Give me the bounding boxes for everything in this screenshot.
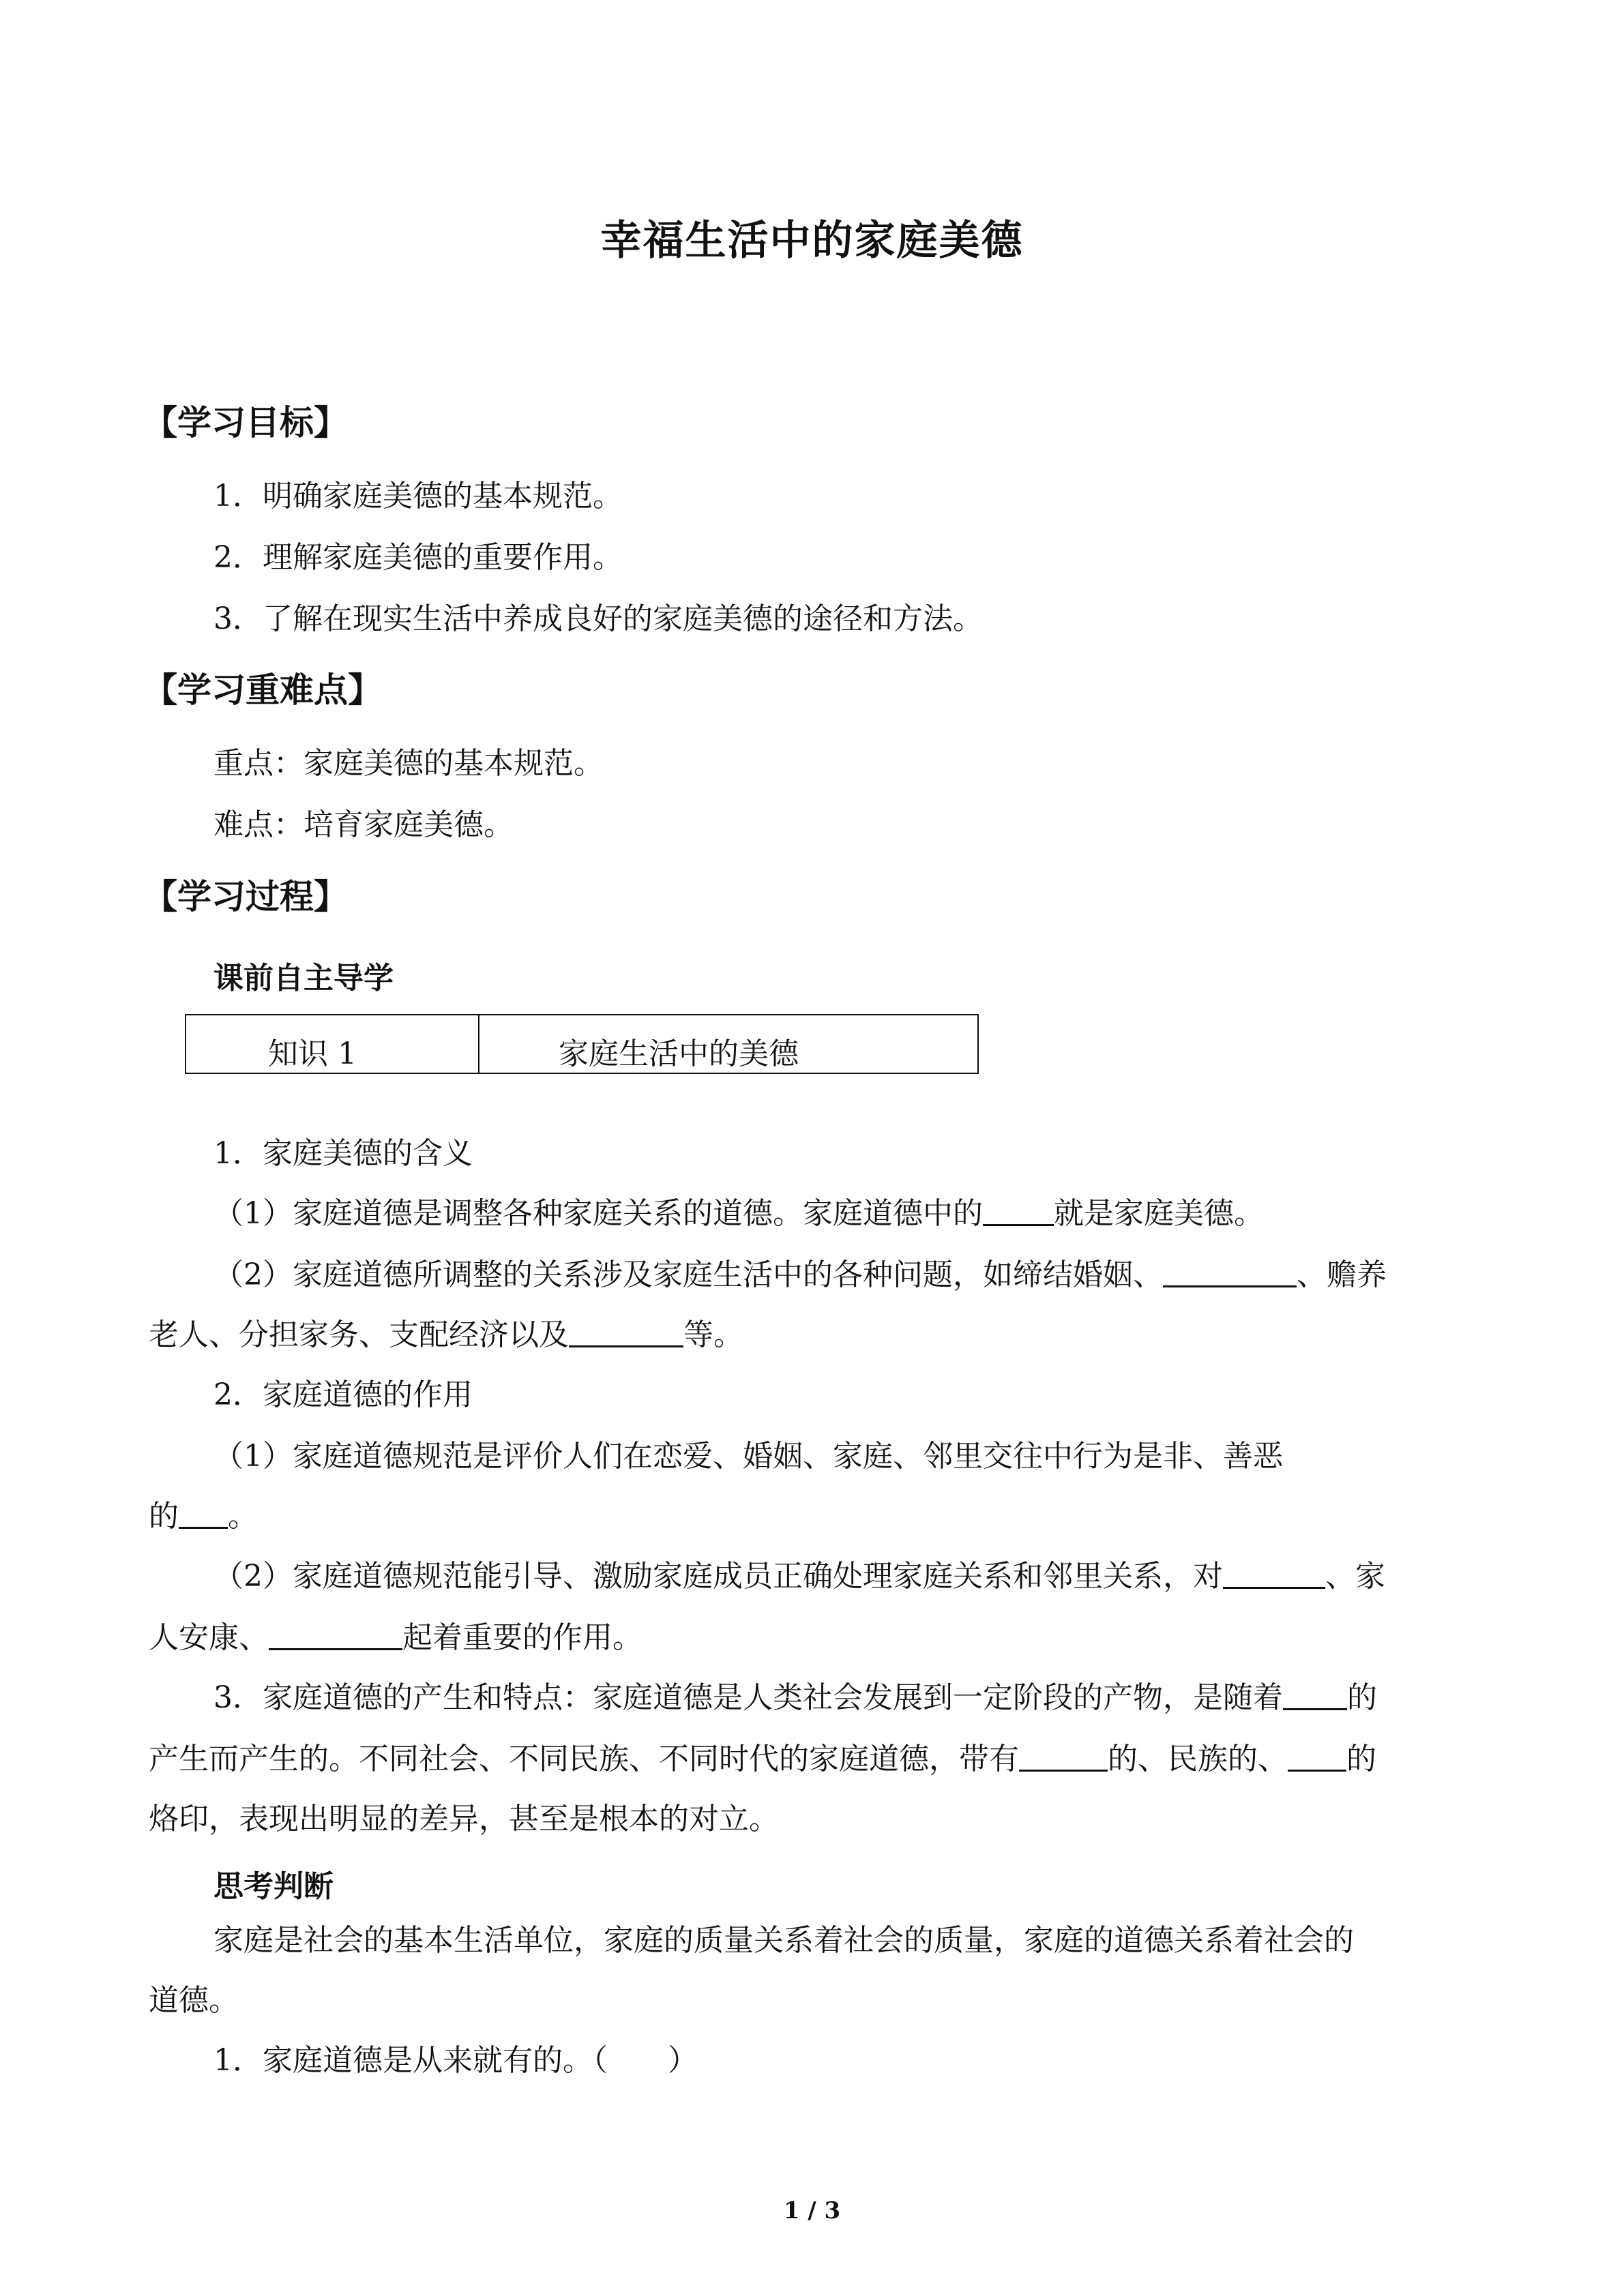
think-label: 思考判断: [213, 1869, 334, 1904]
objective-item-1: 1．明确家庭美德的基本规范。: [213, 479, 623, 513]
fill-blank[interactable]: [1288, 1742, 1346, 1772]
section-2-para-2-line-2: [149, 1619, 643, 1657]
section-1-para-2-line-2: [149, 1316, 743, 1354]
text: 的、民族的、: [1108, 1742, 1288, 1776]
section-3-line-3: 烙印，表现出明显的差异，甚至是根本的对立。: [149, 1802, 779, 1836]
page-title: 幸福生活中的家庭美德: [600, 217, 1024, 265]
section-1-para-2-line-1: [213, 1256, 1387, 1294]
page-number: 1 / 3: [783, 2197, 841, 2224]
fill-blank[interactable]: [569, 1318, 683, 1347]
text: 人安康、: [149, 1620, 269, 1655]
fill-blank[interactable]: [1223, 1560, 1325, 1589]
table-cell-knowledge: 知识 1: [268, 1037, 357, 1071]
text: 就是家庭美德。: [1054, 1196, 1264, 1231]
keypoints-heading: 【学习重难点】: [143, 670, 382, 710]
text: （1）家庭道德是调整各种家庭关系的道德。家庭道德中的: [213, 1196, 983, 1231]
text: 老人、分担家务、支配经济以及: [149, 1317, 569, 1352]
process-heading: 【学习过程】: [143, 877, 348, 916]
fill-blank[interactable]: [179, 1500, 228, 1529]
text: 起着重要的作用。: [402, 1620, 643, 1655]
text: 产生而产生的。不同社会、不同民族、不同时代的家庭道德，带有: [149, 1742, 1019, 1776]
objective-item-2: 2．理解家庭美德的重要作用。: [213, 540, 623, 575]
preview-label: 课前自主导学: [213, 961, 394, 996]
text: 、赡养: [1297, 1257, 1387, 1292]
fill-blank[interactable]: [269, 1621, 402, 1650]
difficulty-point: 难点：培育家庭美德。: [213, 807, 514, 842]
text: 的: [1347, 1680, 1377, 1715]
focus-point: 重点：家庭美德的基本规范。: [213, 746, 604, 781]
section-2-para-2-line-1: [213, 1557, 1385, 1596]
objectives-heading: 【学习目标】: [143, 403, 348, 443]
fill-blank[interactable]: [1283, 1681, 1347, 1710]
text: 的: [149, 1499, 179, 1534]
think-para-line-2: 道德。: [149, 1983, 239, 2018]
judge-question-1: 1．家庭道德是从来就有的。（ ）: [213, 2043, 698, 2078]
section-1-para-1: [213, 1195, 1264, 1233]
fill-blank[interactable]: [983, 1197, 1054, 1226]
text: 等。: [683, 1317, 743, 1352]
fill-blank[interactable]: [1019, 1742, 1108, 1772]
section-2-para-1-line-2: [149, 1497, 258, 1536]
text: 3．家庭道德的产生和特点：家庭道德是人类社会发展到一定阶段的产物，是随着: [213, 1680, 1283, 1715]
text: 。: [228, 1499, 258, 1534]
section-3-line-2: [149, 1740, 1376, 1778]
table-cell-topic: 家庭生活中的美德: [559, 1037, 799, 1071]
text: 、家: [1325, 1559, 1385, 1594]
section-2-title: 2．家庭道德的作用: [213, 1377, 473, 1412]
objective-item-3: 3．了解在现实生活中养成良好的家庭美德的途径和方法。: [213, 601, 983, 636]
fill-blank[interactable]: [1163, 1258, 1297, 1287]
section-3-line-1: [213, 1679, 1377, 1717]
section-1-title: 1．家庭美德的含义: [213, 1136, 473, 1171]
knowledge-table: [185, 1014, 979, 1074]
text: （2）家庭道德规范能引导、激励家庭成员正确处理家庭关系和邻里关系，对: [213, 1559, 1223, 1594]
section-2-para-1-line-1: （1）家庭道德规范是评价人们在恋爱、婚姻、家庭、邻里交往中行为是非、善恶: [213, 1439, 1283, 1474]
table-divider: [478, 1015, 479, 1073]
text: 的: [1346, 1742, 1376, 1776]
text: （2）家庭道德所调整的关系涉及家庭生活中的各种问题，如缔结婚姻、: [213, 1257, 1163, 1292]
think-para-line-1: 家庭是社会的基本生活单位，家庭的质量关系着社会的质量，家庭的道德关系着社会的: [213, 1923, 1354, 1958]
